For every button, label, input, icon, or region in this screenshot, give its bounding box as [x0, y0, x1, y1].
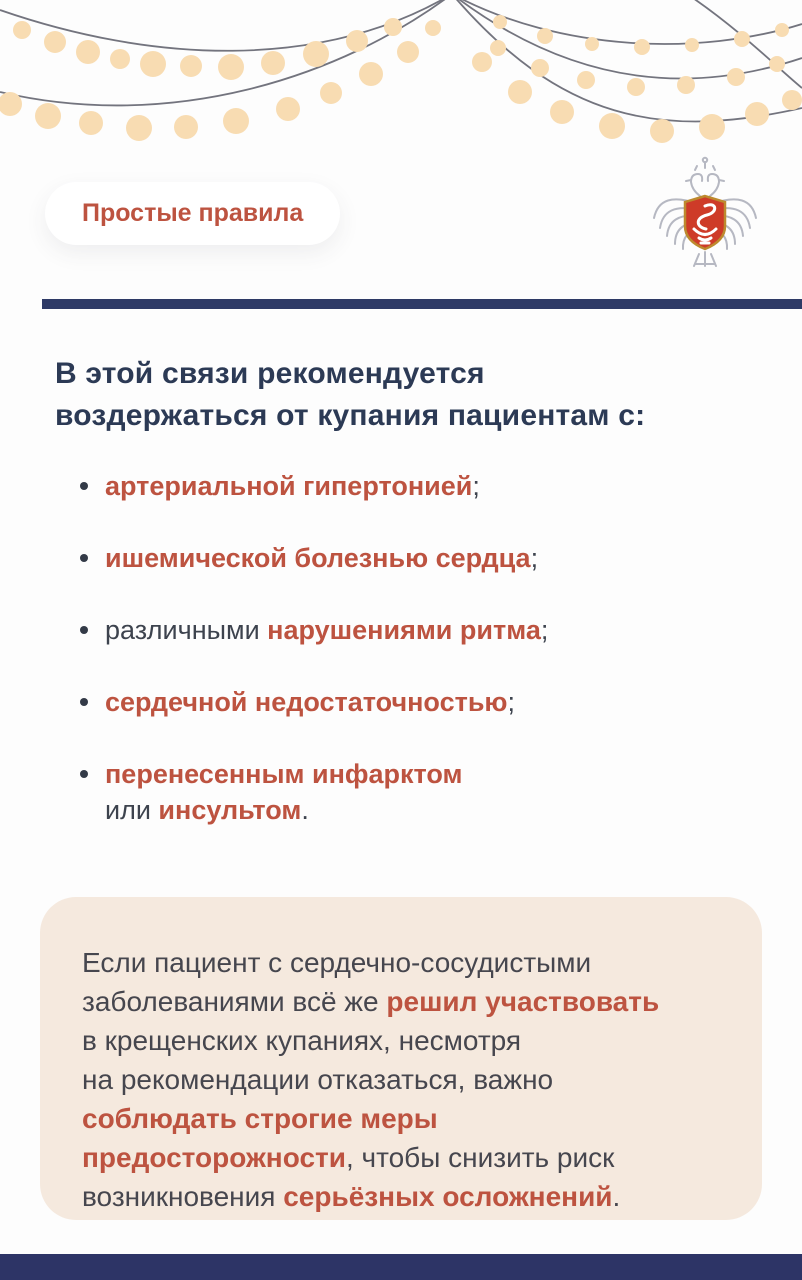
divider-bar: [42, 299, 802, 309]
contraindications-list: [80, 468, 740, 864]
list-item-text: перенесенным инфарктом или инсультом.: [105, 759, 463, 825]
health-ministry-emblem-icon: [646, 156, 764, 274]
bullet-dot: [80, 482, 88, 490]
list-item-text: ишемической болезнью сердца;: [105, 543, 539, 573]
note-text: Если пациент с сердечно-сосудистыми заболеваниями всё же решил участвовать в крещенских купаниях, несмотря на рекомендации отказаться, важно соблюдать строгие меры предосторожности, чтобы снизить риск возникновения серьёзных осложнений.: [82, 947, 660, 1212]
bullet-dot: [80, 770, 88, 778]
page-title-line-1: В этой связи рекомендуется: [55, 357, 485, 390]
bullet-dot: [80, 698, 88, 706]
page-title: [55, 353, 775, 437]
badge-label: Простые правила: [82, 199, 304, 227]
list-item-text: артериальной гипертонией;: [105, 471, 480, 501]
list-item: [80, 612, 740, 648]
garland-lights-icon: [0, 0, 802, 175]
badge-simple-rules: [45, 182, 340, 245]
note-box: [40, 897, 762, 1220]
list-item-text: различными нарушениями ритма;: [105, 615, 549, 645]
list-item-text: сердечной недостаточностью;: [105, 687, 515, 717]
list-item: [80, 756, 740, 828]
page-title-line-2: воздержаться от купания пациентам с:: [55, 399, 646, 432]
bullet-dot: [80, 626, 88, 634]
list-item: [80, 540, 740, 576]
list-item: [80, 684, 740, 720]
list-item: [80, 468, 740, 504]
bullet-dot: [80, 554, 88, 562]
footer-bar: [0, 1254, 802, 1280]
